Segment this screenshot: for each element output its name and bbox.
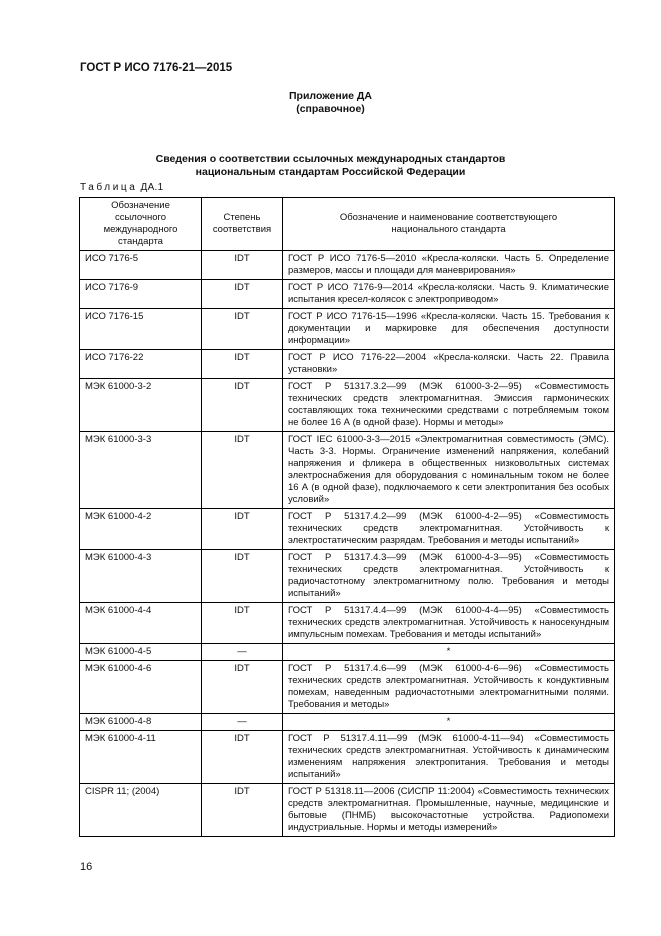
degree-cell: IDT (202, 550, 283, 603)
national-standard-cell: ГОСТ Р 51317.4.6—99 (МЭК 61000-4-6—96) «Совместимость технических средств электромагнитная. Устойчивость к кондуктивным помехам, наведенным радиочастотными электромагнитными полями. Требования и методы» (283, 661, 615, 714)
ref-standard-cell: ИСО 7176-22 (80, 350, 202, 379)
national-standard-cell: ГОСТ Р 51318.11—2006 (СИСПР 11:2004) «Совместимость технических средств электромагнитная. Промышленные, научные, медицинские и бытовые (ПНМБ) высокочастотные устройства. Радиопомехи индустриальные. Нормы и методы измерений» (283, 784, 615, 837)
degree-cell: IDT (202, 432, 283, 509)
degree-cell: IDT (202, 379, 283, 432)
national-standard-cell: ГОСТ Р 51317.4.4—99 (МЭК 61000-4-4—95) «Совместимость технических средств электромагнитная. Устойчивость к наносекундным импульсным помехам. Требования и методы испытаний» (283, 603, 615, 644)
section-title (0, 153, 661, 179)
ref-standard-cell: ИСО 7176-5 (80, 251, 202, 280)
degree-cell: IDT (202, 784, 283, 837)
ref-standard-cell: МЭК 61000-3-3 (80, 432, 202, 509)
table-row (80, 550, 615, 603)
table-row (80, 714, 615, 731)
table-label-word: Таблица (80, 182, 138, 193)
table-row (80, 731, 615, 784)
ref-standard-cell: МЭК 61000-4-6 (80, 661, 202, 714)
page-number: 16 (80, 861, 93, 873)
national-standard-cell: ГОСТ Р ИСО 7176-22—2004 «Кресла-коляски. Часть 22. Правила установки» (283, 350, 615, 379)
table-row (80, 280, 615, 309)
table-body (80, 251, 615, 837)
table-row (80, 509, 615, 550)
degree-cell: IDT (202, 603, 283, 644)
table-header-row (80, 198, 615, 251)
national-standard-cell: ГОСТ Р ИСО 7176-9—2014 «Кресла-коляски. Часть 9. Климатические испытания кресел-колясок с электроприводом» (283, 280, 615, 309)
degree-cell: — (202, 714, 283, 731)
table-label (80, 182, 164, 193)
degree-cell: IDT (202, 661, 283, 714)
header-degree: Степень соответствия (202, 198, 283, 251)
degree-cell: IDT (202, 309, 283, 350)
ref-standard-cell: ИСО 7176-9 (80, 280, 202, 309)
table-row (80, 379, 615, 432)
national-standard-cell: ГОСТ Р ИСО 7176-5—2010 «Кресла-коляски. Часть 5. Определение размеров, массы и площади для маневрирования» (283, 251, 615, 280)
table-row (80, 644, 615, 661)
national-standard-cell: ГОСТ Р ИСО 7176-15—1996 «Кресла-коляски. Часть 15. Требования к документации и маркировке для обеспечения доступности информации» (283, 309, 615, 350)
annex-heading (0, 90, 661, 116)
ref-standard-cell: МЭК 61000-4-5 (80, 644, 202, 661)
table-row (80, 309, 615, 350)
document-header: ГОСТ Р ИСО 7176-21—2015 (80, 62, 233, 74)
national-standard-cell: ГОСТ Р 51317.3.2—99 (МЭК 61000-3-2—95) «Совместимость технических средств электромагнитная. Эмиссия гармонических составляющих тока техническими средствами с потребляемым током не более 16 А (в одной фазе). Нормы и методы» (283, 379, 615, 432)
national-standard-cell: * (283, 644, 615, 661)
table-row (80, 784, 615, 837)
degree-cell: IDT (202, 509, 283, 550)
table-row (80, 661, 615, 714)
table-row (80, 432, 615, 509)
section-title-line1: Сведения о соответствии ссылочных международных стандартов (155, 153, 506, 165)
ref-standard-cell: МЭК 61000-4-11 (80, 731, 202, 784)
ref-standard-cell: МЭК 61000-3-2 (80, 379, 202, 432)
table-row (80, 251, 615, 280)
national-standard-cell: ГОСТ IEC 61000-3-3—2015 «Электромагнитная совместимость (ЭМС). Часть 3-3. Нормы. Ограничение изменений напряжения, колебаний напряжения и фликера в общественных низковольтных системах электроснабжения для оборудования с номинальным током не более 16 А (в одной фазе), подключаемого к сети электропитания без особых условий» (283, 432, 615, 509)
degree-cell: IDT (202, 731, 283, 784)
ref-standard-cell: ИСО 7176-15 (80, 309, 202, 350)
national-standard-cell: ГОСТ Р 51317.4.2—99 (МЭК 61000-4-2—95) «Совместимость технических средств электромагнитная. Устойчивость к электростатическим разрядам. Требования и методы испытаний» (283, 509, 615, 550)
degree-cell: — (202, 644, 283, 661)
table-label-number: ДА.1 (140, 182, 164, 193)
table-row (80, 350, 615, 379)
degree-cell: IDT (202, 280, 283, 309)
ref-standard-cell: МЭК 61000-4-4 (80, 603, 202, 644)
ref-standard-cell: МЭК 61000-4-8 (80, 714, 202, 731)
degree-cell: IDT (202, 350, 283, 379)
header-ref-standard: Обозначение ссылочного международного стандарта (80, 198, 202, 251)
table-row (80, 603, 615, 644)
correspondence-table (79, 197, 615, 837)
national-standard-cell: ГОСТ Р 51317.4.11—99 (МЭК 61000-4-11—94) «Совместимость технических средств электромагнитная. Устойчивость к динамическим изменениям напряжения электропитания. Требования и методы испытаний» (283, 731, 615, 784)
annex-subtitle: (справочное) (296, 103, 365, 115)
degree-cell: IDT (202, 251, 283, 280)
ref-standard-cell: МЭК 61000-4-2 (80, 509, 202, 550)
ref-standard-cell: МЭК 61000-4-3 (80, 550, 202, 603)
national-standard-cell: * (283, 714, 615, 731)
ref-standard-cell: CISPR 11; (2004) (80, 784, 202, 837)
section-title-line2: национальным стандартам Российской Федерации (195, 166, 466, 178)
national-standard-cell: ГОСТ Р 51317.4.3—99 (МЭК 61000-4-3—95) «Совместимость технических средств электромагнитная. Устойчивость к радиочастотному электромагнитному полю. Требования и методы испытаний» (283, 550, 615, 603)
annex-title: Приложение ДА (289, 90, 372, 102)
header-national-standard: Обозначение и наименование соответствующего национального стандарта (283, 198, 615, 251)
